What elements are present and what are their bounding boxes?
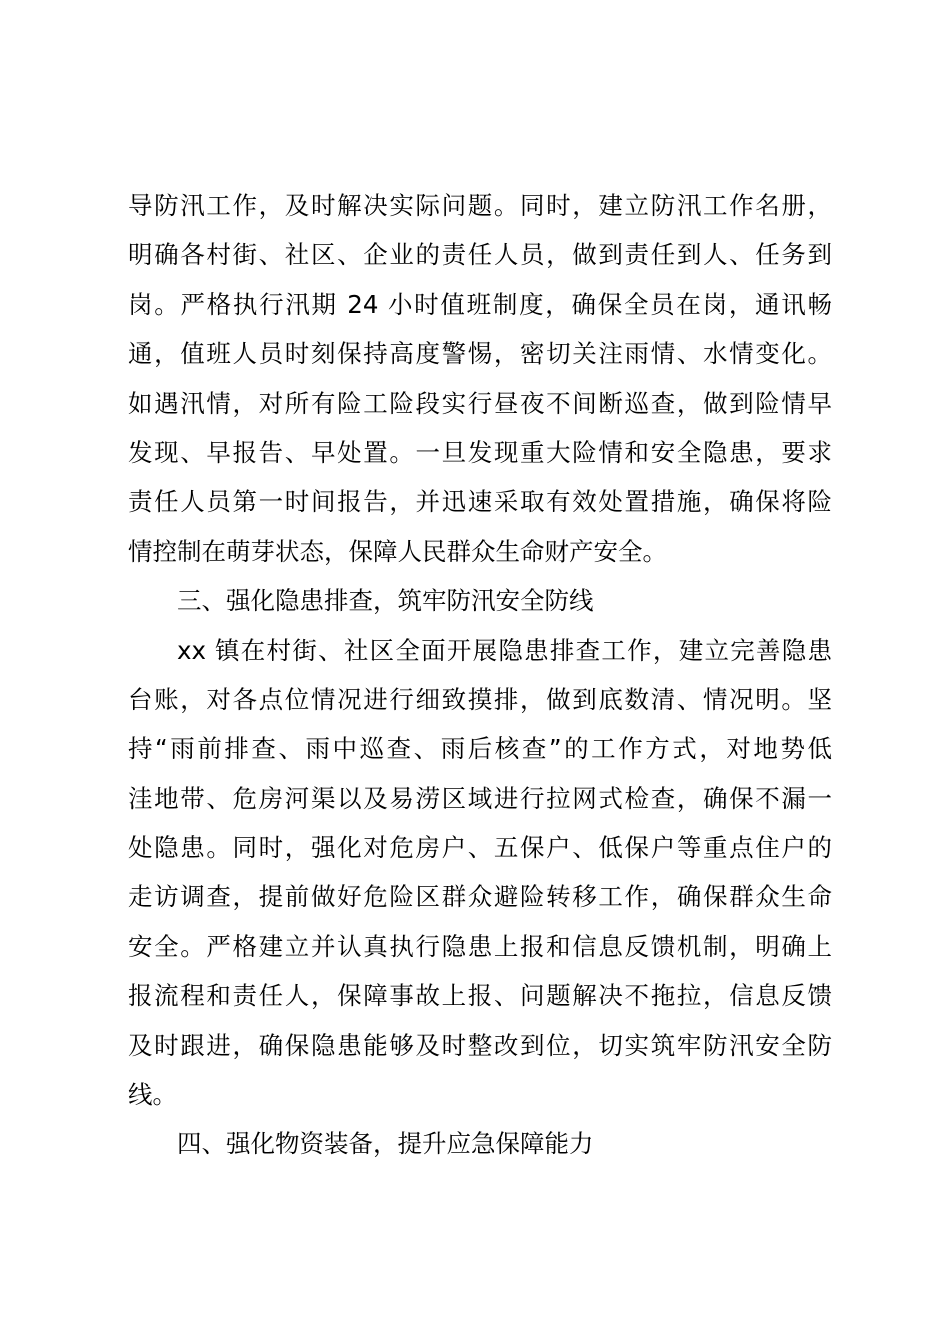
text-line: 岗。严格执行汛期 24 小时值班制度，确保全员在岗，通讯畅 <box>128 289 832 319</box>
text-line: 走访调查，提前做好危险区群众避险转移工作，确保群众生命 <box>128 882 832 912</box>
text-line: 及时跟进，确保隐患能够及时整改到位，切实筑牢防汛安全防 <box>128 1030 832 1060</box>
text-line: 持“雨前排查、雨中巡查、雨后核查”的工作方式，对地势低 <box>128 734 832 764</box>
text-line: 报流程和责任人，保障事故上报、问题解决不拖拉，信息反馈 <box>128 981 832 1011</box>
text-line: 发现、早报告、早处置。一旦发现重大险情和安全隐患，要求 <box>128 437 832 467</box>
text-line: 明确各村街、社区、企业的责任人员，做到责任到人、任务到 <box>128 240 832 270</box>
text-line: 安全。严格建立并认真执行隐患上报和信息反馈机制，明确上 <box>128 931 832 961</box>
text-line: 台账，对各点位情况进行细致摸排，做到底数清、情况明。坚 <box>128 684 832 714</box>
text-line: 线。 <box>128 1080 177 1110</box>
text-line: 情控制在萌芽状态，保障人民群众生命财产安全。 <box>128 536 667 566</box>
text-line: 洼地带、危房河渠以及易涝区域进行拉网式检查，确保不漏一 <box>128 783 832 813</box>
section-heading-4: 四、强化物资装备，提升应急保障能力 <box>177 1129 594 1159</box>
paragraph-flood-duty <box>128 181 832 1169</box>
text-line: 如遇汛情，对所有险工险段实行昼夜不间断巡查，做到险情早 <box>128 388 832 418</box>
text-line: 处隐患。同时，强化对危房户、五保户、低保户等重点住户的 <box>128 833 832 863</box>
text-line: xx 镇在村街、社区全面开展隐患排查工作，建立完善隐患 <box>177 635 832 665</box>
text-line: 导防汛工作，及时解决实际问题。同时，建立防汛工作名册， <box>128 191 832 220</box>
text-line: 通，值班人员时刻保持高度警惕，密切关注雨情、水情变化。 <box>128 339 832 369</box>
section-heading-3: 三、强化隐患排查，筑牢防汛安全防线 <box>177 586 594 616</box>
text-line: 责任人员第一时间报告，并迅速采取有效处置措施，确保将险 <box>128 487 832 517</box>
